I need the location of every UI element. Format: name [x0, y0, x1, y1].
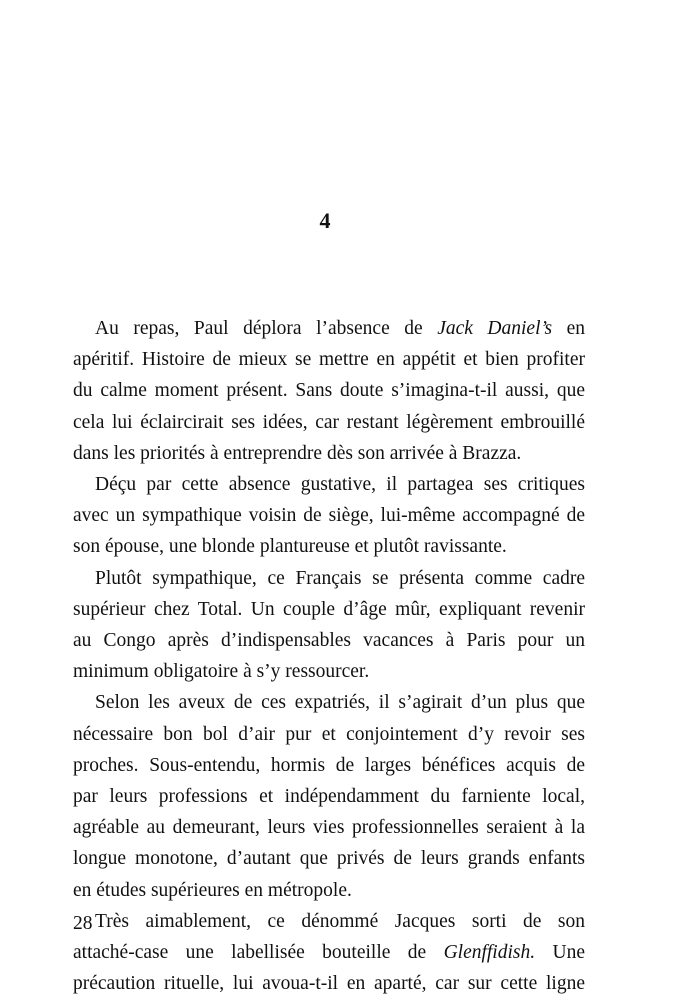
- text-line: [73, 625, 585, 656]
- text-line: [73, 875, 585, 906]
- text-run: minimum obligatoire à s’y ressourcer.: [73, 661, 370, 683]
- text-run: supérieur chez Total. Un couple d’âge mûr, expliquant revenir: [73, 598, 585, 620]
- paragraph: [73, 906, 585, 999]
- text-run: agréable au demeurant, leurs vies professionnelles seraient à la: [73, 817, 585, 839]
- text-run: apéritif. Histoire de mieux se mettre en appétit et bien profiter: [73, 349, 585, 371]
- text-run: attaché-case une labellisée bouteille de: [73, 942, 444, 964]
- text-run: cela lui éclaircirait ses idées, car restant légèrement embrouillé: [73, 411, 585, 433]
- text-run: Plutôt sympathique, ce Français se présenta comme cadre: [95, 567, 585, 589]
- paragraph: [73, 313, 585, 469]
- italic-text: Jack Daniel’s: [437, 318, 553, 339]
- text-line: [73, 656, 585, 687]
- text-line: [73, 344, 585, 375]
- text-run: avec un sympathique voisin de siège, lui-même accompagné de: [73, 505, 585, 527]
- page-number: 28: [73, 913, 93, 934]
- text-line: [73, 313, 585, 344]
- text-line: [73, 906, 585, 937]
- text-run: du calme moment présent. Sans doute s’imagina-t-il aussi, que: [73, 380, 585, 402]
- paragraph: [73, 563, 585, 688]
- text-run: Au repas, Paul déplora l’absence de: [95, 318, 438, 339]
- text-run: par leurs professions et indépendamment du farniente local,: [73, 786, 585, 808]
- chapter-number: 4: [319, 208, 331, 233]
- text-run: Selon les aveux de ces expatriés, il s’agirait d’un plus que: [95, 692, 585, 714]
- text-run: précaution rituelle, lui avoua-t-il en aparté, car sur cette ligne: [73, 973, 585, 995]
- text-line: [73, 719, 585, 750]
- text-run: Déçu par cette absence gustative, il partagea ses critiques: [95, 474, 585, 496]
- text-line: [73, 469, 585, 500]
- text-line: [73, 843, 585, 874]
- text-run: en études supérieures en métropole.: [73, 879, 352, 901]
- text-line: [73, 407, 585, 438]
- text-line: [73, 781, 585, 812]
- text-line: [73, 438, 585, 469]
- text-line: [73, 812, 585, 843]
- text-line: [73, 937, 585, 968]
- text-line: [73, 968, 585, 999]
- paragraph: [73, 469, 585, 563]
- text-run: au Congo après d’indispensables vacances à Paris pour un: [73, 630, 585, 652]
- body-text: [73, 313, 585, 999]
- italic-text: Glenffidish.: [443, 942, 536, 964]
- text-line: [73, 375, 585, 406]
- text-run: proches. Sous-entendu, hormis de larges bénéfices acquis de: [73, 754, 585, 776]
- text-run: Très aimablement, ce dénommé Jacques sorti de son: [95, 910, 585, 932]
- text-run: longue monotone, d’autant que privés de leurs grands enfants: [73, 848, 585, 870]
- text-line: [73, 594, 585, 625]
- text-line: [73, 500, 585, 531]
- text-line: [73, 563, 585, 594]
- text-run: en: [552, 318, 586, 339]
- text-run: nécessaire bon bol d’air pur et conjointement d’y revoir ses: [73, 723, 585, 745]
- text-run: dans les priorités à entreprendre dès son arrivée à Brazza.: [73, 442, 522, 464]
- paragraph: [73, 687, 585, 905]
- text-line: [73, 531, 585, 562]
- text-line: [73, 750, 585, 781]
- text-run: son épouse, une blonde plantureuse et plutôt ravissante.: [73, 536, 507, 558]
- text-line: [73, 687, 585, 718]
- text-run: Une: [535, 942, 585, 964]
